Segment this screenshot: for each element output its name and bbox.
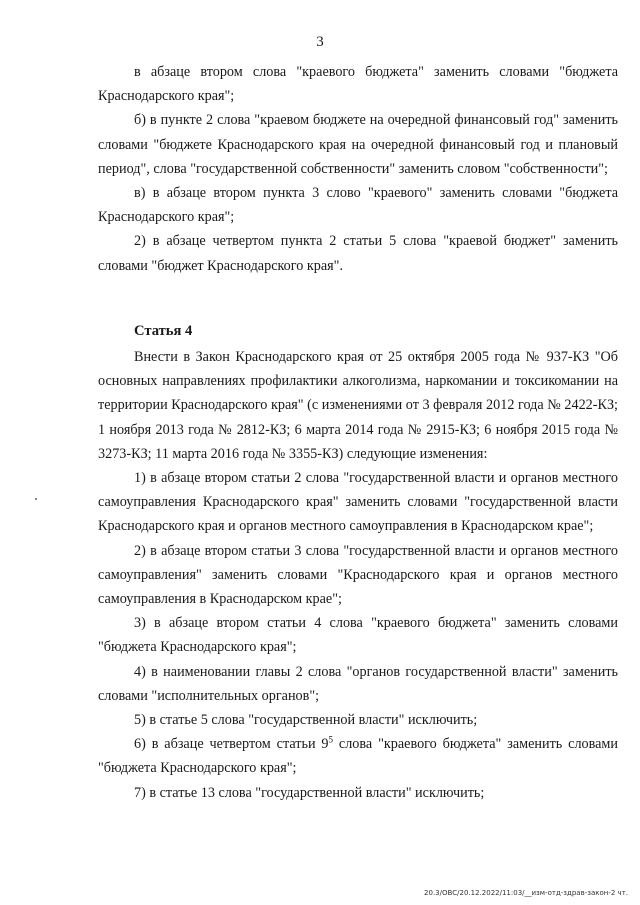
article-item-1: 1) в абзаце втором статьи 2 слова "государственной власти и органов местного самоуправления Краснодарского края" заменить словами "государственной власти Краснодарского края и органов местного самоуправления в Краснодарском крае"; <box>98 470 618 535</box>
article-item-7: 7) в статье 13 слова "государственной власти" исключить; <box>134 784 485 801</box>
paragraph-top-2: б) в пункте 2 слова "краевом бюджете на очередной финансовый год" заменить словами "бюджете Краснодарского края на очередной финансовый год и плановый период", слова "государственной собственности" заменить словом "собственности"; <box>98 112 618 177</box>
paragraph-top-4: 2) в абзаце четвертом пункта 2 статьи 5 слова "краевой бюджет" заменить словами "бюджет Краснодарского края". <box>98 233 618 274</box>
paragraph-top-1: в абзаце втором слова "краевого бюджета" заменить словами "бюджета Краснодарского края"; <box>98 64 618 105</box>
page-number: 3 <box>316 34 324 50</box>
article-item-5: 5) в статье 5 слова "государственной власти" исключить; <box>134 712 478 729</box>
item6-superscript: 5 <box>328 734 334 745</box>
article-heading: Статья 4 <box>134 322 193 339</box>
paragraph-top-3: в) в абзаце втором пункта 3 слово "краевого" заменить словами "бюджета Краснодарского края"; <box>98 185 618 226</box>
article-item-6 <box>98 732 618 780</box>
article-item-4: 4) в наименовании главы 2 слова "органов государственной власти" заменить словами "исполнительных органов"; <box>98 663 618 704</box>
article-item-3: 3) в абзаце втором статьи 4 слова "краевого бюджета" заменить словами "бюджета Краснодарского края"; <box>98 615 618 656</box>
document-body <box>98 60 618 805</box>
section-gap <box>98 278 618 319</box>
article-intro: Внести в Закон Краснодарского края от 25 октября 2005 года № 937-КЗ "Об основных направлениях профилактики алкоголизма, наркомании и токсикомании на территории Краснодарского края" (с изменениями от 3 февраля 2012 года № 2422-КЗ; 1 ноября 2013 года № 2812-КЗ; 6 марта 2014 года № 2915-КЗ; 6 ноября 2015 года № 3273-КЗ; 11 марта 2016 года № 3355-КЗ) следующие изменения: <box>98 349 618 462</box>
item6-after: слова "краевого бюджета" заменить словами "бюджета Краснодарского края"; <box>98 736 618 777</box>
article-item-2: 2) в абзаце втором статьи 3 слова "государственной власти и органов местного самоуправления" заменить словами "Краснодарского края и органов местного самоуправления в Краснодарском крае"; <box>98 542 618 608</box>
page-footer: 20.3/ОВС/20.12.2022/11:03/__изм-отд-здрав-закон-2 чт. <box>424 889 628 897</box>
item6-before: 6) в абзаце четвертом статьи 9 <box>134 736 329 753</box>
margin-mark <box>35 498 37 500</box>
